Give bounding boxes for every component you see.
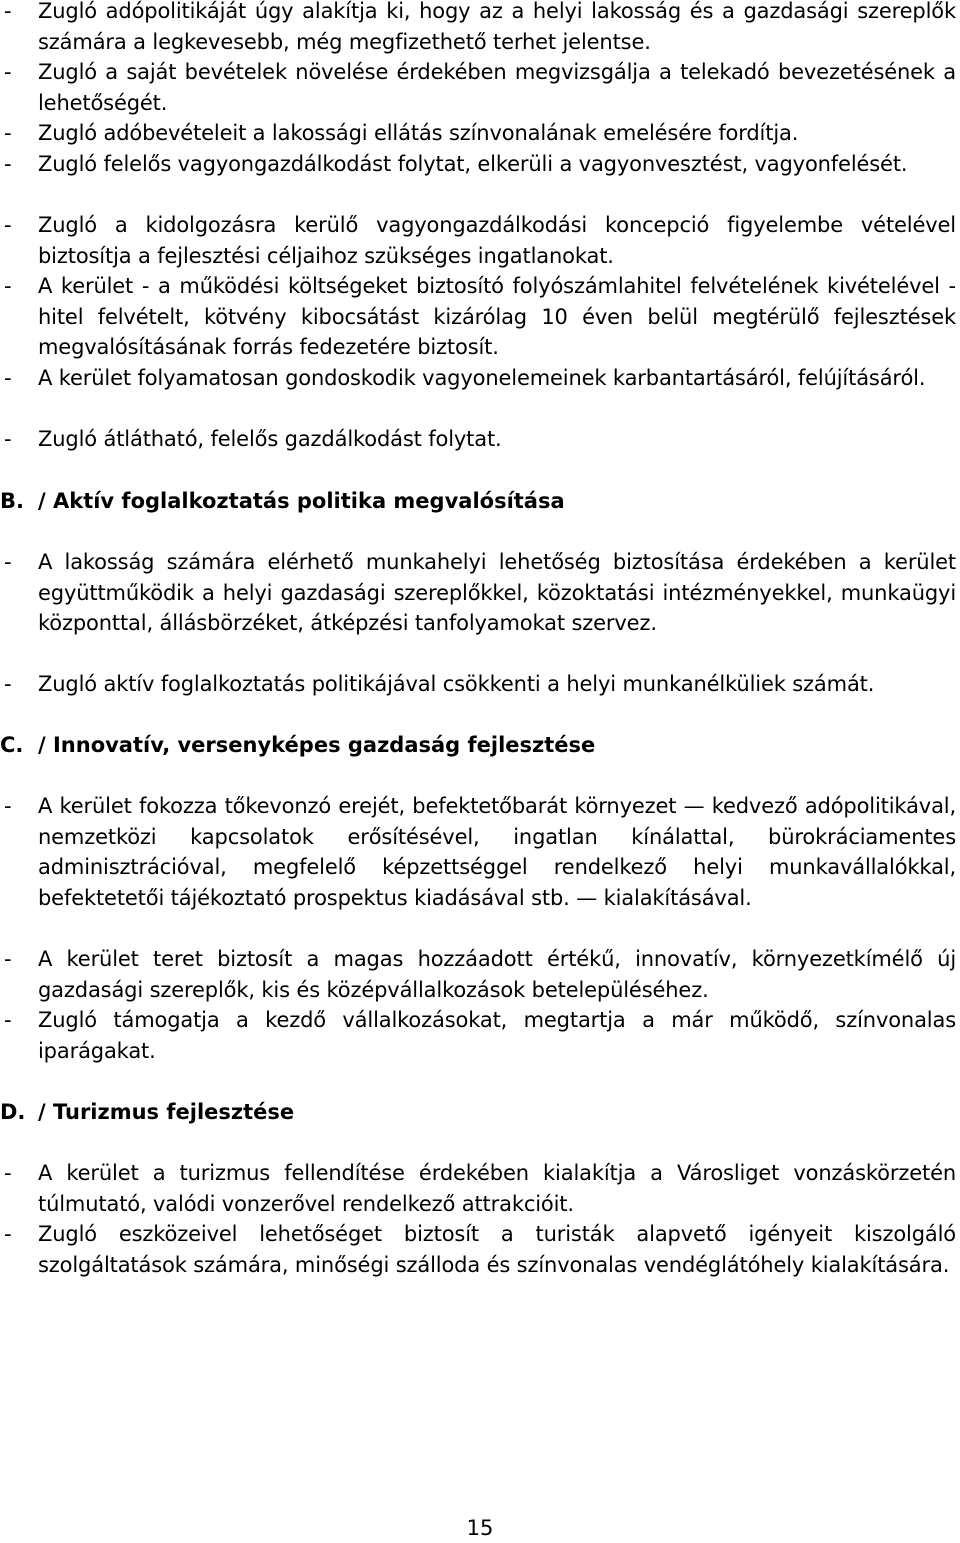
bullet-dash: - [4, 550, 12, 574]
page-number: 15 [466, 1516, 494, 1540]
bullet-dash: - [4, 794, 12, 818]
list-item: - A kerület a turizmus fellendítése érdekében kialakítja a Városliget vonzáskörzetén túlmutató, valódi vonzerővel rendelkező attrakcióit. [0, 1158, 956, 1219]
bullet-dash: - [4, 672, 12, 696]
list-item: - Zugló a kidolgozásra kerülő vagyongazdálkodási koncepció figyelembe vételével biztosítja a fejlesztési céljaihoz szükséges ingatlanokat. [0, 210, 956, 271]
list-item: - Zugló támogatja a kezdő vállalkozásokat, megtartja a már működő, színvonalas iparágakat. [0, 1005, 956, 1066]
list-item: - A lakosság számára elérhető munkahelyi lehetőség biztosítása érdekében a kerület együttműködik a helyi gazdasági szereplőkkel, közoktatási intézményekkel, munkaügyi központtal, állásbörzéket, átképzési tanfolyamokat szervez. [0, 547, 956, 639]
list-item: - Zugló felelős vagyongazdálkodást folytat, elkerüli a vagyonvesztést, vagyonfelését. [0, 149, 956, 180]
bullet-dash: - [4, 0, 12, 23]
list-item: - Zugló a saját bevételek növelése érdekében megvizsgálja a telekadó bevezetésének a lehetőségét. [0, 57, 956, 118]
bullet-dash: - [4, 947, 12, 971]
list-item: - Zugló átlátható, felelős gazdálkodást folytat. [0, 424, 956, 455]
bullet-dash: - [4, 60, 12, 84]
bullet-dash: - [4, 1008, 12, 1032]
section-heading-d: D. / Turizmus fejlesztése [0, 1100, 295, 1124]
section-heading-b: B. / Aktív foglalkoztatás politika megvalósítása [0, 489, 565, 513]
list-item: - A kerület teret biztosít a magas hozzáadott értékű, innovatív, környezetkímélő új gazdasági szereplők, kis és középvállalkozások betelepüléséhez. [0, 944, 956, 1005]
list-item: - Zugló adópolitikáját úgy alakítja ki, hogy az a helyi lakosság és a gazdasági szereplők számára a legkevesebb, még megfizethető terhet jelentse. [0, 0, 956, 57]
bullet-dash: - [4, 213, 12, 237]
bullet-dash: - [4, 1222, 12, 1246]
bullet-dash: - [4, 427, 12, 451]
bullet-dash: - [4, 1161, 12, 1185]
bullet-dash: - [4, 152, 12, 176]
list-item: - Zugló adóbevételeit a lakossági ellátás színvonalának emelésére fordítja. [0, 118, 956, 149]
list-item: - A kerület fokozza tőkevonzó erejét, befektetőbarát környezet — kedvező adópolitikával, nemzetközi kapcsolatok erősítésével, ingatlan kínálattal, bürokráciamentes adminisztrációval, megfelelő képzettséggel rendelkező helyi munkavállalókkal, befektetetői tájékoztató prospektus kiadásával stb. — kialakításával. [0, 791, 956, 913]
bullet-dash: - [4, 274, 12, 298]
bullet-dash: - [4, 121, 12, 145]
list-item: - Zugló eszközeivel lehetőséget biztosít a turisták alapvető igényeit kiszolgáló szolgáltatások számára, minőségi szálloda és színvonalas vendéglátóhely kialakítására. [0, 1219, 956, 1280]
list-item: - A kerület folyamatosan gondoskodik vagyonelemeinek karbantartásáról, felújításáról. [0, 363, 956, 394]
section-heading-c: C. / Innovatív, versenyképes gazdaság fejlesztése [0, 733, 596, 757]
list-item: - Zugló aktív foglalkoztatás politikájával csökkenti a helyi munkanélküliek számát. [0, 669, 956, 700]
list-item: - A kerület - a működési költségeket biztosító folyószámlahitel felvételének kivételével - hitel felvételt, kötvény kibocsátást kizárólag 10 éven belül megtérülő fejlesztések megvalósításának forrás fedezetére biztosít. [0, 271, 956, 363]
bullet-dash: - [4, 366, 12, 390]
